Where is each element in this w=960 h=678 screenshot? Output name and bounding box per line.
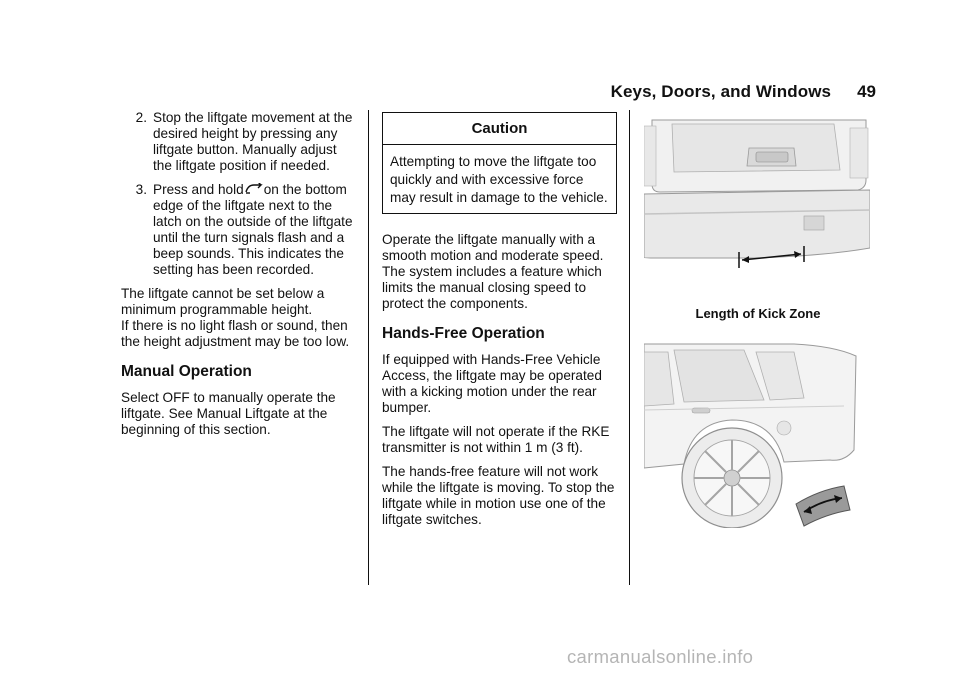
step-number: 3. (135, 182, 147, 197)
figure-caption: Length of Kick Zone (695, 306, 821, 321)
step-text-after: on the bottom edge of the liftgate next to the latch on the outside of the liftgate until the turn signals flash and a beep sounds. This indicates the setting has been recorded. (153, 182, 353, 277)
step-2 (121, 110, 357, 174)
caution-box (382, 112, 617, 214)
heading-manual-operation: Manual Operation (121, 363, 252, 380)
paragraph-min-height: The liftgate cannot be set below a minimum programmable height. (121, 286, 325, 317)
section-title: Keys, Doors, and Windows (610, 82, 832, 101)
step-text: Stop the liftgate movement at the desired height by pressing any liftgate button. Manually adjust the liftgate position if needed. (153, 110, 353, 173)
column-divider-right (629, 110, 630, 585)
watermark: carmanualsonline.info (567, 646, 754, 667)
middle-column (382, 112, 617, 536)
paragraph-manual-operation: Select OFF to manually operate the liftgate. See Manual Liftgate at the beginning of this section. (121, 390, 336, 437)
caution-title: Caution (383, 113, 616, 145)
paragraph-operate-manually: Operate the liftgate manually with a smooth motion and moderate speed. The system includes a feature which limits the manual closing speed to protect the components. (382, 232, 604, 311)
page-number: 49 (857, 82, 876, 101)
column-divider-left (368, 110, 369, 585)
step-number: 2. (135, 110, 147, 125)
page-header (611, 82, 876, 102)
liftgate-button-icon (245, 183, 263, 195)
kick-zone-bumper-illustration (644, 118, 870, 278)
paragraph-hands-free-access: If equipped with Hands-Free Vehicle Access, the liftgate may be operated with a kicking motion under the rear bumper. (382, 352, 602, 415)
step-text-before: Press and hold (153, 182, 244, 197)
right-column (644, 118, 872, 528)
paragraph-rke-range: The liftgate will not operate if the RKE transmitter is not within 1 m (3 ft). (382, 424, 610, 455)
left-column (121, 110, 357, 446)
step-3 (121, 182, 357, 278)
caution-text: Attempting to move the liftgate too quickly and with excessive force may result in damage to the vehicle. (390, 154, 608, 205)
hands-free-kick-illustration (644, 340, 862, 528)
heading-hands-free-operation: Hands-Free Operation (382, 325, 545, 342)
paragraph-height-too-low: If there is no light flash or sound, then the height adjustment may be too low. (121, 318, 350, 349)
paragraph-hands-free-moving: The hands-free feature will not work while the liftgate is moving. To stop the liftgate while in motion use one of the liftgate switches. (382, 464, 615, 527)
step-text (153, 182, 357, 278)
